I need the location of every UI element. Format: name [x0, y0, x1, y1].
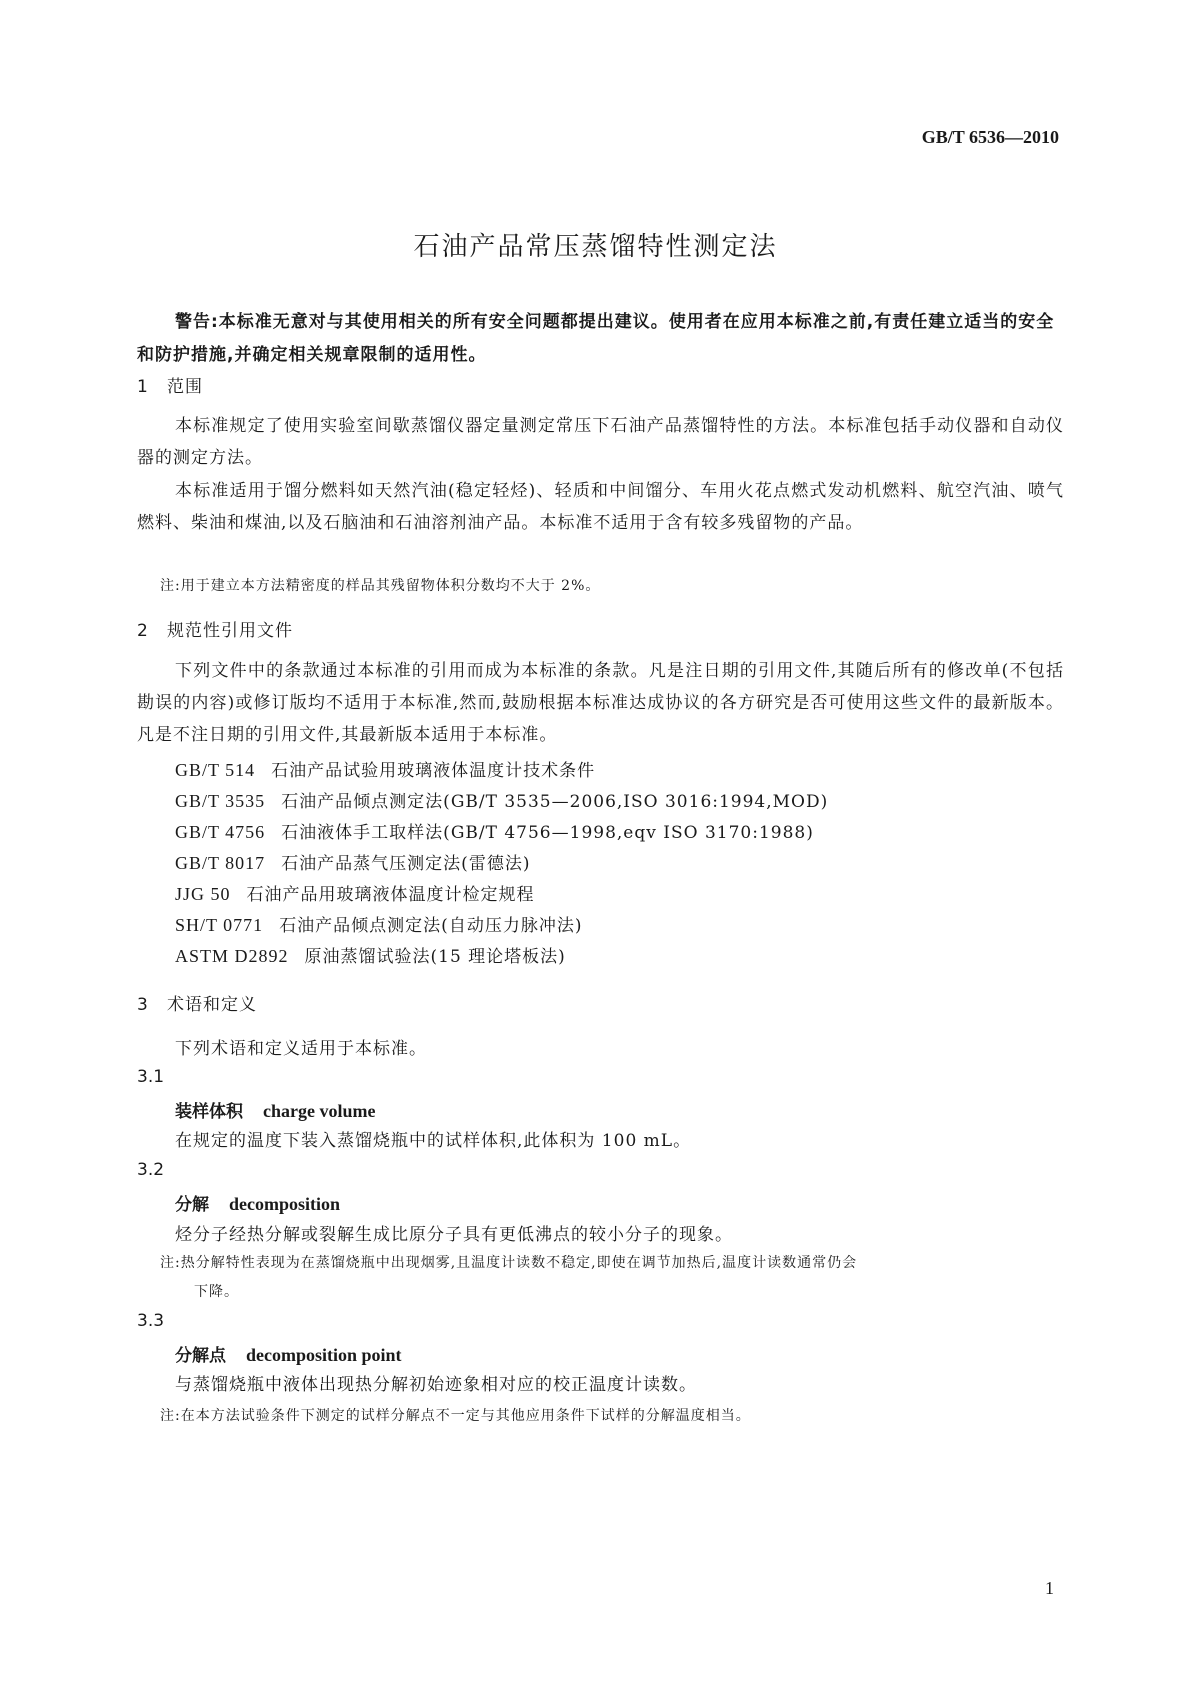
reference-item	[175, 787, 828, 812]
term-note-line-1: 注:热分解特性表现为在蒸馏烧瓶中出现烟雾,且温度计读数不稳定,即使在调节加热后,温度计读数通常仍会	[160, 1255, 858, 1271]
reference-item	[175, 942, 566, 967]
term-name	[175, 1097, 375, 1122]
term-en: decomposition point	[246, 1345, 402, 1365]
section-1-heading	[137, 372, 203, 397]
term-en: decomposition	[229, 1194, 341, 1214]
term-name	[175, 1341, 402, 1366]
term-number: 3.2	[137, 1160, 165, 1180]
reference-code: GB/T 3535	[175, 791, 266, 811]
reference-title: 石油液体手工取样法(GB/T 4756—1998,eqv ISO 3170:1988)	[281, 823, 814, 843]
reference-code: GB/T 514	[175, 760, 256, 780]
scope-note: 注:用于建立本方法精密度的样品其残留物体积分数均不大于 2%。	[160, 578, 601, 594]
standard-code: GB/T 6536—2010	[921, 127, 1059, 147]
reference-item	[175, 911, 582, 936]
term-en: charge volume	[263, 1101, 376, 1121]
term-note: 注:在本方法试验条件下测定的试样分解点不一定与其他应用条件下试样的分解温度相当。	[160, 1408, 751, 1424]
document-title: 石油产品常压蒸馏特性测定法	[413, 232, 778, 262]
references-paragraph: 下列文件中的条款通过本标准的引用而成为本标准的条款。凡是注日期的引用文件,其随后所有的修改单(不包括勘误的内容)或修订版均不适用于本标准,然而,鼓励根据本标准达成协议的各方研究是否可使用这些文件的最新版本。凡是不注日期的引用文件,其最新版本适用于本标准。	[137, 661, 1064, 745]
term-definition: 烃分子经热分解或裂解生成比原分子具有更低沸点的较小分子的现象。	[175, 1225, 733, 1245]
page-number: 1	[1045, 1578, 1054, 1598]
terms-intro: 下列术语和定义适用于本标准。	[175, 1039, 427, 1059]
reference-item	[175, 818, 814, 843]
reference-title: 石油产品倾点测定法(GB/T 3535—2006,ISO 3016:1994,MOD)	[281, 792, 829, 812]
reference-title: 石油产品倾点测定法(自动压力脉冲法)	[279, 916, 583, 936]
term-number: 3.1	[137, 1067, 165, 1087]
term-definition: 在规定的温度下装入蒸馏烧瓶中的试样体积,此体积为 100 mL。	[175, 1131, 692, 1151]
section-2-number: 2	[137, 621, 149, 641]
section-1-number: 1	[137, 377, 149, 397]
scope-paragraph-2: 本标准适用于馏分燃料如天然汽油(稳定轻烃)、轻质和中间馏分、车用火花点燃式发动机燃料、航空汽油、喷气燃料、柴油和煤油,以及石脑油和石油溶剂油产品。本标准不适用于含有较多残留物的产品。	[137, 481, 1064, 533]
section-1-title: 范围	[167, 377, 203, 397]
section-2-title: 规范性引用文件	[167, 621, 293, 641]
reference-item	[175, 849, 530, 874]
reference-title: 原油蒸馏试验法(15 理论塔板法)	[304, 947, 566, 967]
reference-item	[175, 756, 595, 781]
warning-paragraph: 警告:本标准无意对与其使用相关的所有安全问题都提出建议。使用者在应用本标准之前,有责任建立适当的安全和防护措施,并确定相关规章限制的适用性。	[137, 312, 1055, 365]
scope-paragraph-1: 本标准规定了使用实验室间歇蒸馏仪器定量测定常压下石油产品蒸馏特性的方法。本标准包括手动仪器和自动仪器的测定方法。	[137, 416, 1064, 468]
reference-item	[175, 880, 535, 905]
reference-code: ASTM D2892	[175, 946, 289, 966]
reference-title: 石油产品试验用玻璃液体温度计技术条件	[271, 761, 596, 781]
term-name	[175, 1190, 340, 1215]
reference-code: GB/T 4756	[175, 822, 266, 842]
term-zh: 装样体积	[175, 1102, 243, 1122]
reference-code: JJG 50	[175, 884, 231, 904]
reference-code: SH/T 0771	[175, 915, 264, 935]
section-3-title: 术语和定义	[167, 995, 257, 1015]
term-zh: 分解点	[175, 1346, 226, 1366]
reference-title: 石油产品用玻璃液体温度计检定规程	[246, 885, 535, 905]
term-number: 3.3	[137, 1311, 165, 1331]
term-definition: 与蒸馏烧瓶中液体出现热分解初始迹象相对应的校正温度计读数。	[175, 1375, 697, 1395]
section-2-heading	[137, 616, 293, 641]
term-zh: 分解	[175, 1195, 209, 1215]
section-3-number: 3	[137, 995, 149, 1015]
section-3-heading	[137, 990, 257, 1015]
reference-code: GB/T 8017	[175, 853, 266, 873]
reference-title: 石油产品蒸气压测定法(雷德法)	[281, 854, 531, 874]
term-note-line-2: 下降。	[194, 1284, 239, 1300]
